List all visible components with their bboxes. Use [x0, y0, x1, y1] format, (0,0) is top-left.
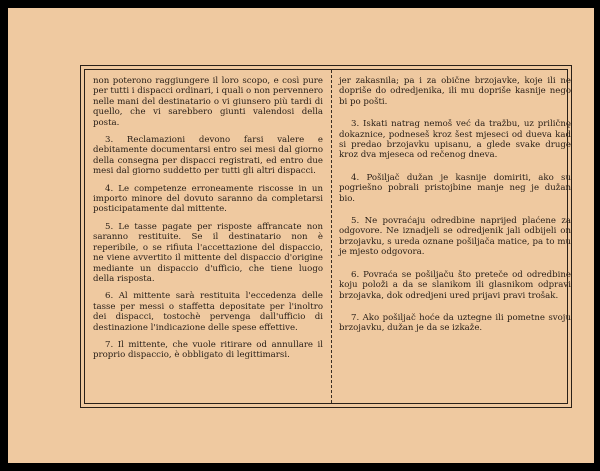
croatian-paragraph-4: 4. Pošiljač dužan je kasnije domiriti, ako su pogriešno pobrali pristojbine manje neg je dužan bio.: [339, 172, 571, 204]
croatian-paragraph-intro: jer zakasnila; pa i za obične brzojavke, koje ili ne dopriše do odredjenika, ili mu dopriše kasnije nego bi po pošti.: [339, 76, 571, 107]
italian-instructions-column: [93, 76, 323, 368]
italian-paragraph-7: 7. Il mittente, che vuole ritirare od annullare il proprio dispaccio, è obbligato di legittimarsi.: [93, 339, 323, 361]
telegram-form-back: [8, 8, 594, 463]
text-frame-inner-border: [84, 69, 571, 404]
croatian-instructions-column: [339, 76, 571, 346]
croatian-paragraph-5: 5. Ne povraćaju odredbine naprijed plaćene za odgovore. Ne iznadjeli se odredjenik jali odbijeli on brzojavku, s ureda oznane pošiljača matice, pa to mu je mjesto odgovora.: [339, 216, 571, 258]
italian-paragraph-5: 5. Le tasse pagate per risposte affrancate non saranno restituite. Se il destinatario non è reperibile, o se rifiuta l'accettazione del dispaccio, ne viene avvertito il mittente del dispaccio d'origine mediante un dispaccio d'ufficio, che tiene luogo della risposta.: [93, 221, 323, 284]
croatian-paragraph-7: 7. Ako pošiljač hoće da uztegne ili pometne svoju brzojavku, dužan je da se izkaže.: [339, 312, 571, 334]
italian-paragraph-4: 4. Le competenze erroneamente riscosse in un importo minore del dovuto saranno da completarsi posticipatamente dal mittente.: [93, 183, 323, 215]
croatian-paragraph-6: 6. Povraća se pošiljaču što preteče od odredbine koju položi a da se slanikom ili glasnikom odpravi brzojavka, dok odredjeni ured prijavi pravi trošak.: [339, 269, 571, 301]
text-frame: [80, 65, 572, 408]
column-divider: [331, 70, 332, 403]
italian-paragraph-3: 3. Reclamazioni devono farsi valere e debitamente documentarsi entro sei mesi dal giorno della consegna per dispacci registrati, ed entro due mesi dal giorno suddetto per tutti gli altri dispacci.: [93, 135, 323, 177]
italian-paragraph-6: 6. Al mittente sarà restituita l'eccedenza delle tasse per messi o staffetta depositate per l'inoltro dei dispacci, tostochè pervenga dall'ufficio di destinazione l'indicazione delle spese effettive.: [93, 291, 323, 333]
croatian-paragraph-3: 3. Iskati natrag nemoš već da tražbu, uz priličnę dokaznice, podneseš kroz šest mjeseci od dueva kad si predao brzojavku upisanu, a glede svake druge kroz dva mjeseca od rečenog dneva.: [339, 119, 571, 161]
italian-paragraph-intro: non poterono raggiungere il loro scopo, e così pure per tutti i dispacci ordinari, i quali o non pervennero nelle mani del destinatario o vi giunsero più tardi di quello, che vi sarebbero giunti valendosi della posta.: [93, 76, 324, 128]
